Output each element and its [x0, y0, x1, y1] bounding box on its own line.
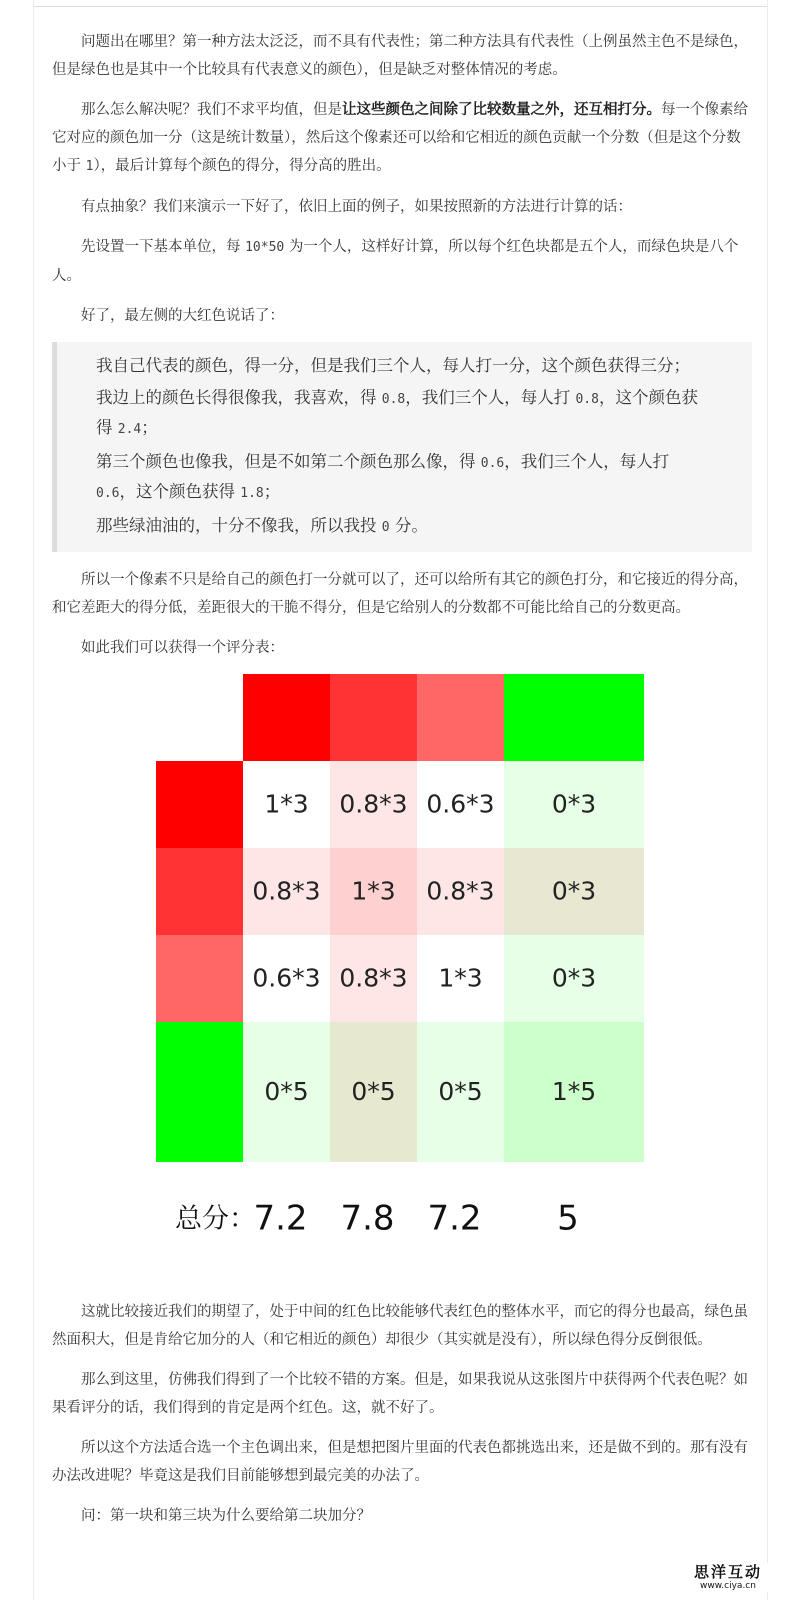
text-run: 那么到这里，仿佛我们得到了一个比较不错的方案。但是，如果我说从这张图片中获得两个代表色呢？如果看评分的话，我们得到的肯定是两个红色。这，就不好了。: [52, 1372, 748, 1416]
text-run: 所以一个像素不只是给自己的颜色打一分就可以了，还可以给所有其它的颜色打分，和它接近的得分高，和它差距大的得分低，差距很大的干脆不得分，但是它给别人的分数都不可能比给自己的分数更高。: [52, 572, 748, 616]
header-swatch-1: [243, 674, 330, 761]
score-cell-label: 1*3: [351, 876, 396, 906]
quote-block: [52, 342, 752, 552]
score-cell-label: 0.6*3: [252, 963, 321, 993]
paragraph-group-middle: [52, 566, 752, 662]
row-swatch-2: [156, 848, 243, 935]
inline-code: 2.4: [117, 422, 142, 437]
text-run: 我边上的颜色长得很像我，我喜欢，得: [96, 388, 382, 407]
total-score-3: 7.2: [427, 1198, 482, 1239]
row-swatch-3: [156, 935, 243, 1022]
score-cell-label: 0.8*3: [426, 876, 495, 906]
row-swatch-4: [156, 1022, 243, 1162]
text-run: 第三个颜色也像我，但是不如第二个颜色那么像，得: [96, 452, 481, 471]
score-cell-label: 0*5: [351, 1077, 396, 1106]
paragraph-group-intro: [52, 28, 752, 330]
emphasis-text: 让这些颜色之间除了比较数量之外，还互相打分。: [342, 102, 661, 118]
header-swatch-2: [330, 674, 417, 761]
paragraphs-after-paragraph: [52, 1434, 752, 1490]
quote-paragraph: [96, 512, 712, 542]
text-run: ，我们三个人，每人打: [504, 452, 670, 471]
total-label: 总分：: [175, 1203, 256, 1235]
paragraphs-after-paragraph: [52, 1366, 752, 1422]
text-run: 问题出在哪里？第一种方法太泛泛，而不具有代表性；第二种方法具有代表性（上例虽然主色不是绿色，但是绿色也是其中一个比较具有代表意义的颜色），但是缺乏对整体情况的考虑。: [52, 34, 748, 78]
article-page: [33, 0, 768, 1600]
score-cell-label: 0*3: [551, 789, 597, 819]
score-cell-label: 0*5: [264, 1077, 309, 1106]
text-run: 每一个像素给它对应的颜色加一分（这是统计数量），然后这个像素还可以给和它相近的颜色贡献一个分数（但是这个分数小于: [52, 102, 748, 174]
paragraphs-before-paragraph: [52, 96, 752, 181]
score-cell-label: 1*3: [264, 789, 309, 819]
inline-code: 0.8: [575, 392, 599, 407]
score-cell-label: 0.8*3: [339, 789, 408, 819]
text-run: 问：第一块和第三块为什么要给第二块加分？: [81, 1508, 371, 1524]
text-run: 如此我们可以获得一个评分表：: [81, 640, 284, 656]
quote-paragraph: [96, 352, 712, 380]
text-run: 那么怎么解决呢？我们不求平均值，但是: [81, 102, 342, 118]
text-run: ，这个颜色获得: [96, 388, 698, 437]
site-watermark: [686, 1563, 770, 1592]
text-run: 为一个人，这样好计算，所以每个红色块都是五个人，而绿色块是八个人。: [52, 239, 739, 284]
inline-code: 0: [381, 520, 390, 535]
score-cell-label: 0.6*3: [426, 789, 495, 819]
text-run: ；: [263, 482, 281, 501]
top-divider: [34, 6, 767, 7]
score-cell-label: 0.8*3: [252, 876, 321, 906]
paragraphs-before-paragraph: [52, 302, 752, 330]
quote-paragraph: [96, 384, 712, 444]
paragraphs-middle-paragraph: [52, 566, 752, 622]
paragraphs-after-paragraph: [52, 1298, 752, 1354]
inline-code: 10*50: [245, 240, 285, 255]
score-cell-label: 0*5: [438, 1077, 483, 1106]
score-cell-label: 0*3: [551, 876, 597, 906]
text-run: ，我们三个人，每人打: [405, 388, 576, 407]
paragraphs-middle-paragraph: [52, 634, 752, 662]
row-swatch-1: [156, 761, 243, 848]
inline-code: 1.8: [240, 486, 264, 501]
text-run: 这就比较接近我们的期望了，处于中间的红色比较能够代表红色的整体水平，而它的得分也最高，绿色虽然面积大，但是肯给它加分的人（和它相近的颜色）却很少（其实就是没有），所以绿色得分反倒很低。: [52, 1304, 748, 1348]
score-table-figure: [52, 674, 752, 1274]
text-run: 所以这个方法适合选一个主色调出来，但是想把图片里面的代表色都挑选出来，还是做不到的。那有没有办法改进呢？毕竟这是我们目前能够想到最完美的办法了。: [52, 1440, 748, 1484]
text-run: ；: [141, 418, 158, 437]
paragraphs-before-paragraph: [52, 233, 752, 290]
text-run: ），最后计算每个颜色的得分，得分高的胜出。: [93, 158, 391, 174]
score-cell-label: 1*3: [438, 963, 483, 993]
paragraph-group-conclusion: [52, 1298, 752, 1530]
text-run: 分。: [389, 516, 428, 535]
watermark-name: 思洋互动: [693, 1563, 762, 1581]
text-run: 好了，最左侧的大红色说话了：: [81, 308, 284, 324]
header-swatch-4: [504, 674, 644, 761]
text-run: 有点抽象？我们来演示一下好了，依旧上面的例子，如果按照新的方法进行计算的话：: [81, 199, 632, 215]
paragraphs-before-paragraph: [52, 193, 752, 221]
inline-code: 0.6: [96, 486, 120, 501]
paragraphs-before-paragraph: [52, 28, 752, 84]
score-cell-label: 0*3: [551, 963, 597, 993]
total-score-1: 7.2: [253, 1198, 308, 1239]
text-run: 我自己代表的颜色，得一分，但是我们三个人，每人打一分，这个颜色获得三分；: [96, 356, 690, 375]
text-run: 那些绿油油的，十分不像我，所以我投: [96, 516, 382, 535]
total-score-4: 5: [557, 1198, 579, 1239]
text-run: 先设置一下基本单位，每: [81, 239, 246, 255]
inline-code: 0.8: [381, 392, 406, 407]
paragraphs-after-paragraph: [52, 1502, 752, 1530]
watermark-url: www.ciya.cn: [700, 1581, 756, 1591]
article-content: [52, 28, 752, 1542]
score-table-svg: [52, 674, 752, 1274]
header-swatch-3: [417, 674, 504, 761]
score-cell-label: 0.8*3: [339, 963, 408, 993]
text-run: ，这个颜色获得: [119, 482, 241, 501]
inline-code: 1: [85, 159, 94, 174]
quote-paragraph: [96, 448, 712, 508]
score-cell-label: 1*5: [551, 1077, 597, 1106]
inline-code: 0.6: [480, 456, 505, 471]
total-score-2: 7.8: [340, 1198, 395, 1239]
